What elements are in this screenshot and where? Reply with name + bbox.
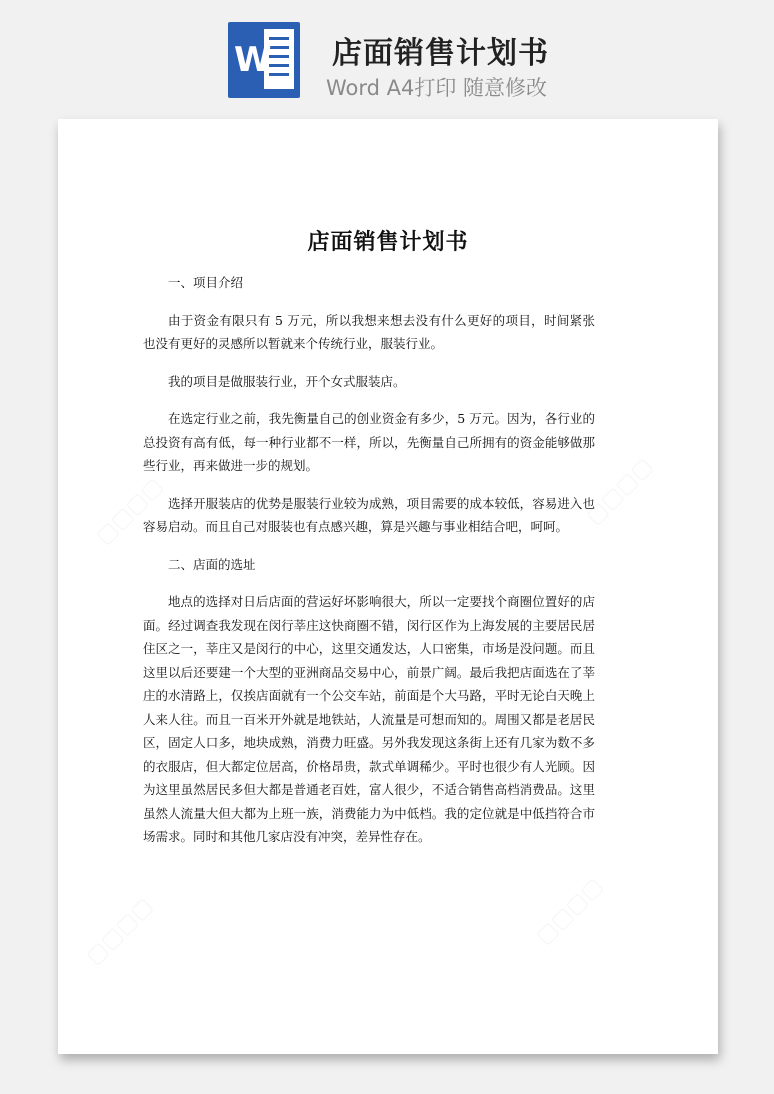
paragraph: 由于资金有限只有 5 万元，所以我想来想去没有什么更好的项目，时间紧张也没有更好的灵感所以暂就来个传统行业，服装行业。 [143, 312, 595, 351]
paragraph: 地点的选择对日后店面的营运好坏影响很大，所以一定要找个商圈位置好的店面。经过调查我发现在闵行莘庄这快商圈不错，闵行区作为上海发展的主要居民居住区之一，莘庄又是闵行的中心，这里交通发达，人口密集，市场是没问题。而且这里以后还要建一个大型的亚洲商品交易中心，前景广阔。最后我把店面选在了莘庄的水清路上，仅挨店面就有一个公交车站，前面是个大马路，平时无论白天晚上人来人往。而且一百米开外就是地铁站，人流量是可想而知的。周围又都是老居民区，固定人口多，地块成熟，消费力旺盛。另外我发现这条街上还有几家为数不多的衣服店，但大都定位居高，价格昂贵，款式单调稀少。平时也很少有人光顾。因为这里虽然居民多但大都是普通老百姓，富人很少，不适合销售高档消费品。这里虽然人流量大但大都为上班一族，消费能力为中低档。我的定位就是中低挡符合市场需求。同时和其他几家店没有冲突，差异性存在。 [143, 594, 595, 844]
word-icon [228, 22, 300, 98]
section-heading: 一、项目介绍 [168, 275, 244, 290]
paragraph: 我的项目是做服装行业，开个女式服装店。 [168, 373, 406, 389]
document-page [58, 119, 718, 1054]
header-banner [0, 0, 774, 118]
section-heading: 二、店面的选址 [168, 556, 256, 572]
document-body [143, 271, 595, 863]
paragraph: 选择开服装店的优势是服装行业较为成熟，项目需要的成本较低，容易进入也容易启动。而且自己对服装也有点感兴趣，算是兴趣与事业相结合吧，呵呵。 [143, 495, 595, 534]
word-icon-letter: W [234, 40, 272, 80]
watermark [531, 873, 607, 949]
banner-subtitle: Word A4打印 随意修改 [326, 76, 548, 100]
paragraph: 在选定行业之前，我先衡量自己的创业资金有多少，5 万元。因为，各行业的总投资有高有低，每一种行业都不一样，所以，先衡量自己所拥有的资金能够做那些行业，再来做进一步的规划。 [143, 411, 595, 473]
document-title: 店面销售计划书 [307, 230, 469, 255]
watermark [81, 893, 157, 969]
banner-title: 店面销售计划书 [332, 36, 549, 71]
